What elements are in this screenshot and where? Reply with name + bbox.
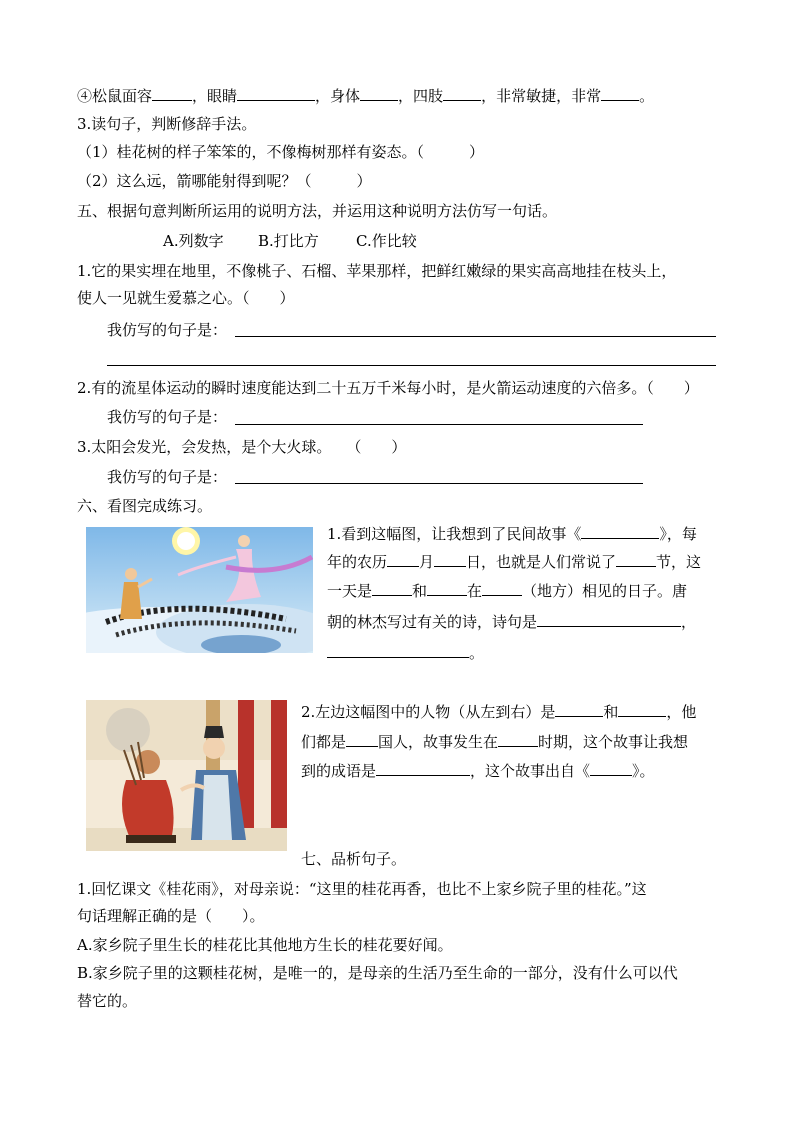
answer-blank[interactable] xyxy=(427,581,467,596)
answer-blank[interactable] xyxy=(616,552,656,567)
p1-line-b: 年的农历 月 日，也就是人们常说了 节，这 xyxy=(327,553,702,571)
sec7-option-a: A.家乡院子里生长的桂花比其他地方生长的桂花要好闻。 xyxy=(77,936,453,954)
answer-blank[interactable] xyxy=(618,702,666,717)
answer-blank[interactable] xyxy=(581,524,659,539)
p2-line-a: 2.左边这幅图中的人物（从左到右）是 和 ，他 xyxy=(301,703,697,721)
answer-line[interactable] xyxy=(107,365,716,366)
answer-blank[interactable] xyxy=(434,552,466,567)
p1-line-e: 。 xyxy=(327,643,484,663)
answer-blank[interactable] xyxy=(152,86,192,101)
answer-blank[interactable] xyxy=(387,552,419,567)
p1-line-a: 1.看到这幅图，让我想到了民间故事《 》，每 xyxy=(327,525,697,543)
answer-blank[interactable] xyxy=(555,702,603,717)
option-c: C.作比较 xyxy=(356,232,417,250)
section-6-title: 六、看图完成练习。 xyxy=(77,497,213,515)
q3-sentence-2: （2）这么远，箭哪能射得到呢？（ ） xyxy=(77,172,372,190)
story-illustration xyxy=(86,700,287,851)
sec7-option-b-line-b: 替它的。 xyxy=(77,992,138,1010)
imitate-label-1: 我仿写的句子是： xyxy=(107,321,228,339)
answer-blank[interactable] xyxy=(376,761,470,776)
p1-line-d: 朝的林杰写过有关的诗，诗句是 ， xyxy=(327,613,697,631)
answer-blank[interactable] xyxy=(498,732,538,747)
answer-line[interactable] xyxy=(235,483,643,484)
answer-blank[interactable] xyxy=(590,761,632,776)
answer-blank[interactable] xyxy=(537,612,681,627)
answer-line[interactable] xyxy=(235,424,643,425)
sec5-q1-line-a: 1.它的果实埋在地里，不像桃子、石榴、苹果那样，把鲜红嫩绿的果实高高地挂在枝头上， xyxy=(77,262,677,280)
answer-blank[interactable] xyxy=(360,86,398,101)
p1-line-c: 一天是 和 在 （地方）相见的日子。唐 xyxy=(327,582,688,600)
qixi-illustration xyxy=(86,527,313,653)
p2-line-b: 们都是 国人，故事发生在 时期，这个故事让我想 xyxy=(301,733,689,751)
p2-line-c: 到的成语是 ，这个故事出自《 》。 xyxy=(301,762,655,780)
story-illustration-svg xyxy=(86,700,287,851)
answer-blank[interactable] xyxy=(237,86,315,101)
qixi-illustration-svg xyxy=(86,527,313,653)
sec7-q1-line-a: 1.回忆课文《桂花雨》，对母亲说：“这里的桂花再香，也比不上家乡院子里的桂花。”这 xyxy=(77,880,647,898)
q4-line: ④松鼠面容 ，眼睛 ，身体 ，四肢 ，非常敏捷，非常 。 xyxy=(77,87,655,105)
option-b: B.打比方 xyxy=(258,232,319,250)
sec7-q1-line-b: 句话理解正确的是（ ）。 xyxy=(77,907,265,925)
q3-title: 3.读句子，判断修辞手法。 xyxy=(77,115,257,133)
sec5-q2: 2.有的流星体运动的瞬时速度能达到二十五万千米每小时，是火箭运动速度的六倍多。（ ） xyxy=(77,379,699,397)
sec5-q3: 3.太阳会发光，会发热，是个大火球。 （ ） xyxy=(77,438,407,456)
q3-sentence-1: （1）桂花树的样子笨笨的，不像梅树那样有姿态。（ ） xyxy=(77,143,485,161)
answer-blank[interactable] xyxy=(601,86,639,101)
sec7-option-b-line-a: B.家乡院子里的这颗桂花树，是唯一的，是母亲的生活乃至生命的一部分，没有什么可以代 xyxy=(77,964,678,982)
answer-blank[interactable] xyxy=(443,86,481,101)
section-5-title: 五、根据句意判断所运用的说明方法，并运用这种说明方法仿写一句话。 xyxy=(77,202,558,220)
imitate-label-3: 我仿写的句子是： xyxy=(107,468,228,486)
imitate-label-2: 我仿写的句子是： xyxy=(107,408,228,426)
option-a: A.列数字 xyxy=(163,232,224,250)
answer-blank[interactable] xyxy=(372,581,412,596)
answer-blank[interactable] xyxy=(482,581,522,596)
answer-line[interactable] xyxy=(235,336,716,337)
answer-blank[interactable] xyxy=(327,643,469,658)
section-7-title: 七、品析句子。 xyxy=(301,850,407,868)
answer-blank[interactable] xyxy=(346,732,378,747)
sec5-q1-line-b: 使人一见就生爱慕之心。（ ） xyxy=(77,289,295,307)
